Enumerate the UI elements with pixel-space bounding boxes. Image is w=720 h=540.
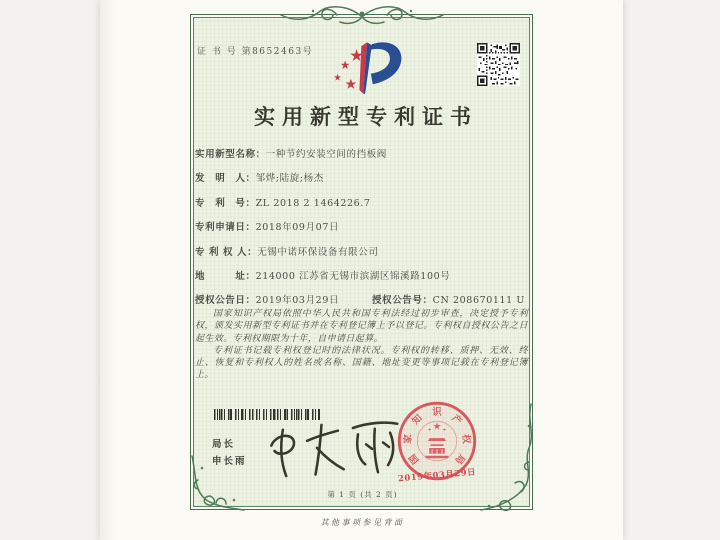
field-value: CN 208670111 U bbox=[432, 295, 526, 307]
cnipa-logo-icon bbox=[328, 36, 408, 102]
certificate-paper bbox=[100, 0, 623, 540]
reverse-side-note: 其他事项参见背面 bbox=[320, 518, 405, 527]
seal-date: 2019年03月29日 bbox=[397, 467, 477, 485]
certificate-number: 证 书 号 第8652463号 bbox=[197, 47, 314, 57]
legal-paragraph-1: 国家知识产权局依照中华人民共和国专利法经过初步审查，决定授予专利权，颁发实用新型专利证书并在专利登记簿上予以登记。专利权自授权公告之日起生效。专利权期限为十年，自申请日起算。 bbox=[195, 309, 528, 344]
director-title: 局长 bbox=[212, 439, 236, 450]
field-row-patent-number bbox=[195, 195, 531, 219]
field-value: 2019年03月29日 bbox=[255, 295, 340, 307]
field-label: 地 址： bbox=[195, 270, 256, 282]
grant-date-group bbox=[195, 295, 339, 306]
field-value: 214000 江苏省无锡市滨湖区锦溪路100号 bbox=[255, 270, 451, 282]
field-row-inventors bbox=[195, 170, 531, 194]
field-row-name bbox=[195, 146, 531, 170]
field-label: 专 利 号： bbox=[195, 197, 256, 209]
svg-text:知: 知 bbox=[410, 412, 425, 428]
legal-paragraph-2: 专利证书记载专利权登记时的法律状况。专利权的转移、质押、无效、终止、恢复和专利权人的姓名或名称、国籍、地址变更等事项记载在专利登记簿上。 bbox=[195, 345, 528, 381]
corner-ornament-right-icon bbox=[477, 402, 537, 514]
official-seal bbox=[396, 400, 478, 495]
field-value: 无锡中诺环保设备有限公司 bbox=[257, 246, 379, 258]
field-value: 2018年09月07日 bbox=[255, 222, 340, 234]
field-label: 授权公告号： bbox=[372, 295, 433, 307]
field-value: ZL 2018 2 1464226.7 bbox=[255, 197, 371, 209]
field-value: 邹烨;陆旋;杨杰 bbox=[255, 173, 324, 185]
director-name: 申长雨 bbox=[212, 455, 247, 467]
field-row-filing-date bbox=[195, 219, 531, 243]
field-row-address bbox=[195, 268, 531, 292]
field-label: 发 明 人： bbox=[195, 173, 256, 185]
svg-text:局: 局 bbox=[452, 451, 467, 466]
top-ornament-icon bbox=[277, 1, 447, 31]
field-label: 授权公告日： bbox=[195, 295, 256, 307]
field-label: 实用新型名称： bbox=[195, 149, 266, 160]
svg-text:识: 识 bbox=[432, 406, 442, 418]
svg-text:产: 产 bbox=[449, 412, 464, 428]
field-row-patentee bbox=[195, 244, 531, 268]
svg-text:国: 国 bbox=[407, 451, 422, 466]
qr-code bbox=[477, 43, 520, 86]
grant-number-group bbox=[372, 292, 525, 306]
certificate-title: 实用新型专利证书 bbox=[254, 104, 478, 129]
page-number: 第 1 页 (共 2 页) bbox=[327, 490, 398, 499]
field-label: 专 利 权 人： bbox=[195, 246, 258, 258]
svg-text:家: 家 bbox=[402, 433, 415, 445]
corner-ornament-left-icon bbox=[186, 452, 248, 514]
field-value: 一种节约安装空间的挡板阀 bbox=[265, 149, 387, 160]
field-label: 专利申请日： bbox=[195, 222, 256, 234]
svg-text:权: 权 bbox=[459, 433, 472, 445]
field-list bbox=[195, 146, 531, 317]
legal-text bbox=[195, 308, 528, 382]
